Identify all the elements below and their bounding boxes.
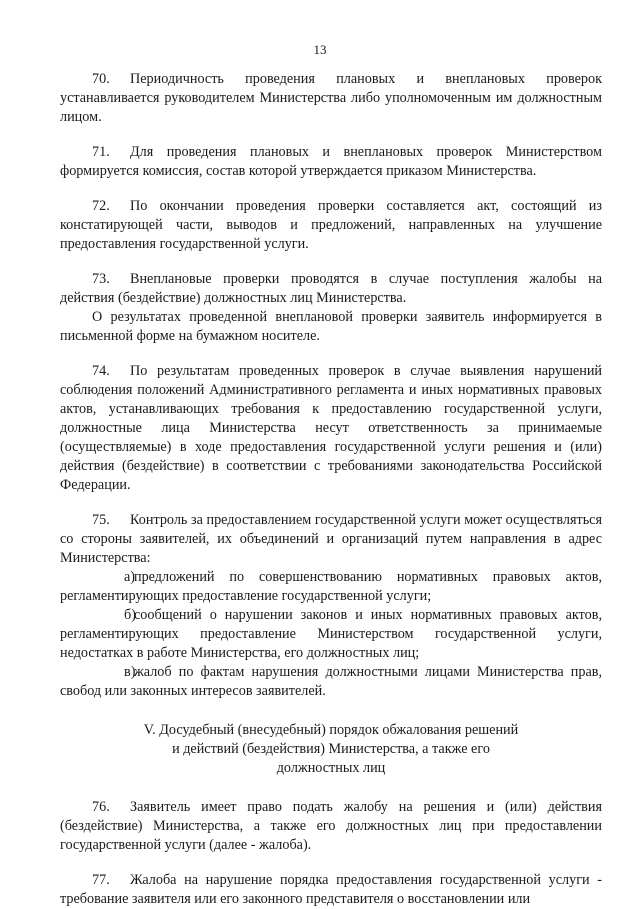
list-item-letter: б) xyxy=(124,607,136,623)
paragraph-75 xyxy=(60,511,602,568)
list-item-letter: в) xyxy=(124,664,136,680)
section-heading-line: и действий (бездействия) Министерства, а также его xyxy=(172,741,490,757)
paragraph-73-continuation: О результатах проведенной внеплановой проверки заявитель информируется в письменной форме на бумажном носителе. xyxy=(60,309,602,344)
paragraph-text: Внеплановые проверки проводятся в случае поступления жалобы на действия (бездействие) должностных лиц Министерства. xyxy=(60,271,602,306)
list-item-text: сообщений о нарушении законов и иных нормативных правовых актов, регламентирующих предоставление Министерством государственной услуги, недостатках в работе Министерства, его должностных лиц; xyxy=(60,607,602,661)
paragraph-number: 70. xyxy=(92,71,110,87)
paragraph-number: 76. xyxy=(92,799,110,815)
list-item-c xyxy=(60,663,602,701)
paragraph-70 xyxy=(60,70,602,127)
paragraph-76 xyxy=(60,798,602,855)
section-heading-line: должностных лиц xyxy=(276,760,386,776)
paragraph-text: Жалоба на нарушение порядка предоставления государственной услуги - требование заявителя или его законного представителя о восстановлении или xyxy=(60,872,602,907)
list-item-text: жалоб по фактам нарушения должностными лицами Министерства прав, свобод или законных интересов заявителей. xyxy=(60,664,602,699)
paragraph-72 xyxy=(60,197,602,254)
paragraph-73 xyxy=(60,270,602,308)
paragraph-number: 72. xyxy=(92,198,110,214)
section-heading-line: V. Досудебный (внесудебный) порядок обжалования решений xyxy=(143,722,519,738)
paragraph-number: 71. xyxy=(92,144,110,160)
paragraph-74 xyxy=(60,362,602,495)
paragraph-text: Контроль за предоставлением государственной услуги может осуществляться со стороны заявителей, их объединений и организаций путем направления в адрес Министерства: xyxy=(60,512,602,566)
paragraph-77 xyxy=(60,871,602,909)
list-item-a xyxy=(60,568,602,606)
section-heading xyxy=(60,721,602,778)
paragraph-number: 77. xyxy=(92,872,110,888)
document-body xyxy=(60,70,602,909)
list-item-letter: а) xyxy=(124,569,136,585)
paragraph-text: Периодичность проведения плановых и внеплановых проверок устанавливается руководителем Министерства либо уполномоченным им должностным лицом. xyxy=(60,71,602,125)
paragraph-number: 73. xyxy=(92,271,110,287)
paragraph-text: По результатам проведенных проверок в случае выявления нарушений соблюдения положений Административного регламента и иных нормативных правовых актов, устанавливающих требования к предоставлению государственной услуги, должностные лица Министерства несут ответственность за принимаемые (осуществляемые) в ходе предоставления государственной услуги решения и (или) действия (бездействие) в соответствии с требованиями законодательства Российской Федерации. xyxy=(60,363,602,493)
paragraph-71 xyxy=(60,143,602,181)
list-item-b xyxy=(60,606,602,663)
paragraph-text: По окончании проведения проверки составляется акт, состоящий из констатирующей части, выводов и предложений, направленных на улучшение предоставления государственной услуги. xyxy=(60,198,602,252)
paragraph-number: 75. xyxy=(92,512,110,528)
list-item-text: предложений по совершенствованию нормативных правовых актов, регламентирующих предоставление государственной услуги; xyxy=(60,569,602,604)
page-number: 13 xyxy=(313,42,327,57)
paragraph-text: Заявитель имеет право подать жалобу на решения и (или) действия (бездействие) Министерства, а также его должностных лиц при предоставлении государственной услуги (далее - жалоба). xyxy=(60,799,602,853)
paragraph-number: 74. xyxy=(92,363,110,379)
paragraph-text: Для проведения плановых и внеплановых проверок Министерством формируется комиссия, состав которой утверждается приказом Министерства. xyxy=(60,144,602,179)
